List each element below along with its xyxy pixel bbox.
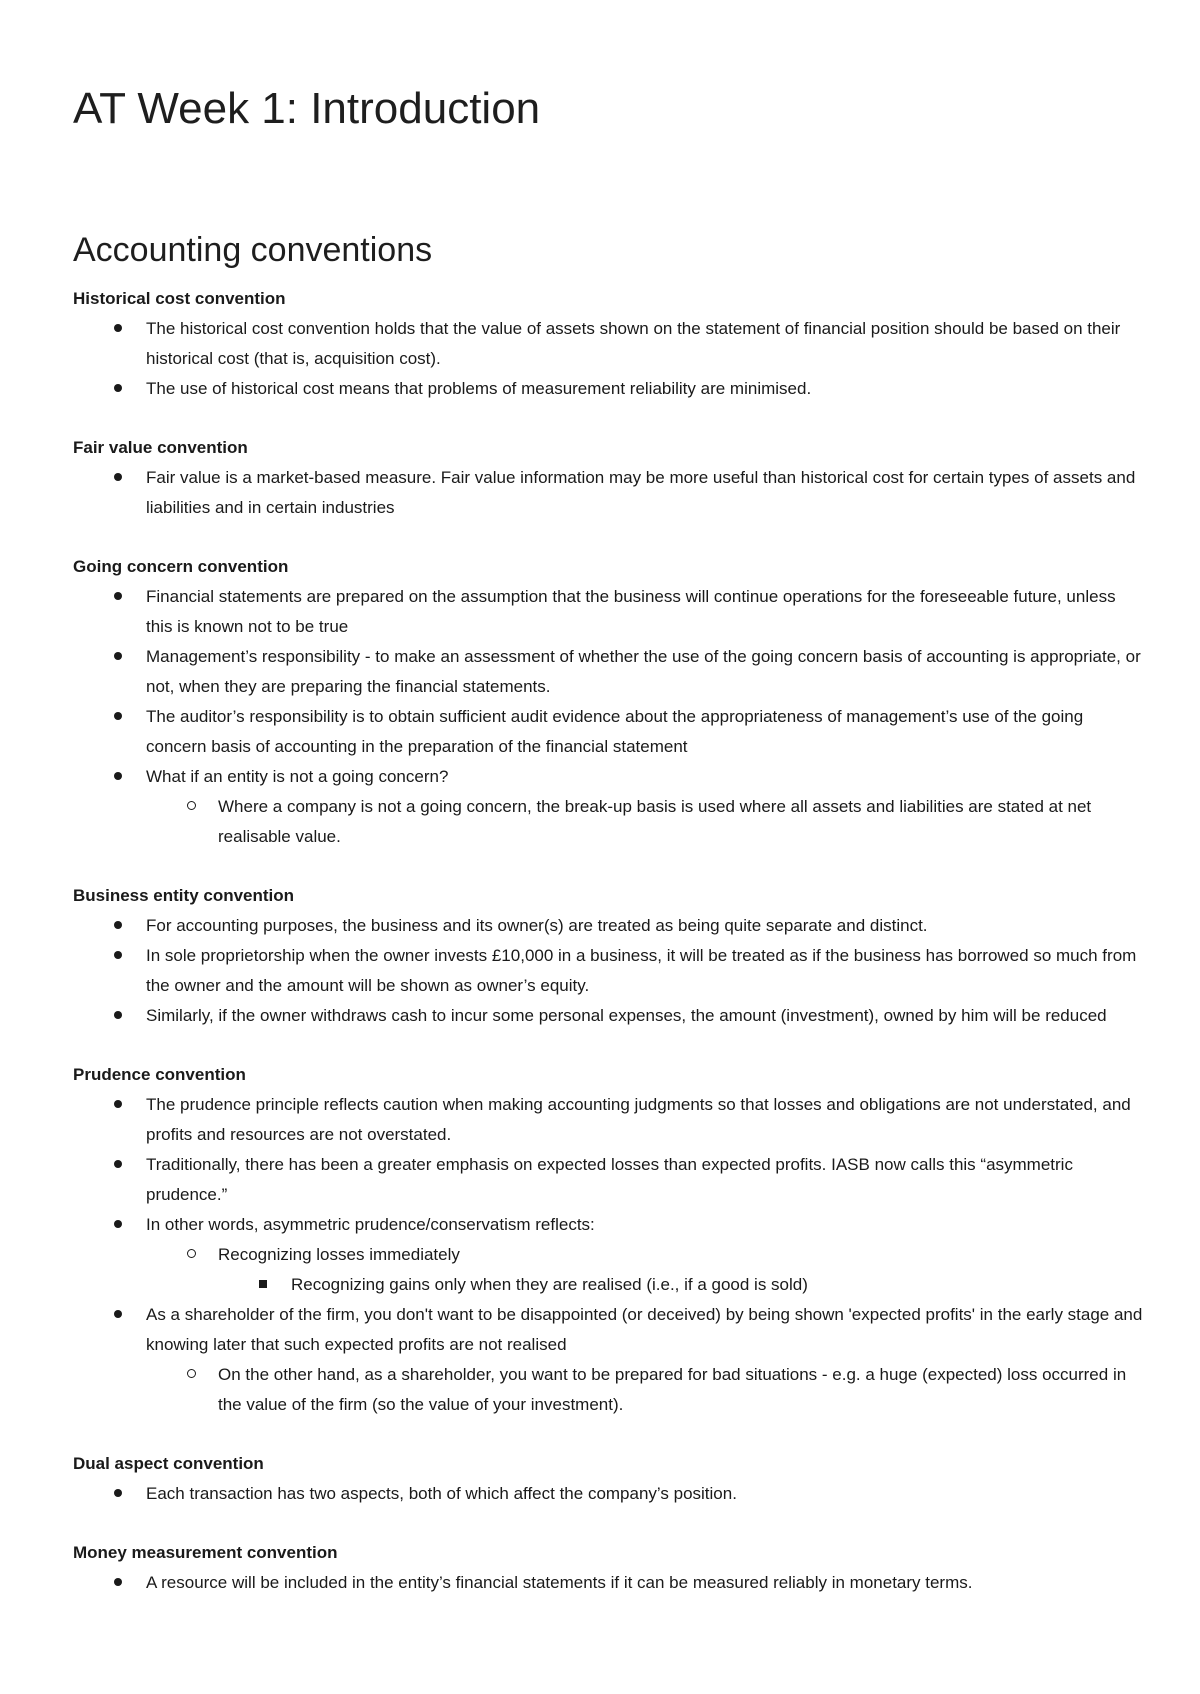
subsection-title: Going concern convention [73, 557, 289, 576]
bullet-dot-icon [108, 1210, 128, 1240]
list-item-text: Similarly, if the owner withdraws cash to incur some personal expenses, the amount (investment), owned by him will be reduced [146, 1006, 1107, 1025]
bullet-circle-icon [181, 1240, 201, 1270]
list-item-text: The use of historical cost means that problems of measurement reliability are minimised. [146, 379, 812, 398]
subsection-title: Business entity convention [73, 886, 295, 905]
subsection [73, 1060, 1143, 1420]
list-item-text: The historical cost convention holds that the value of assets shown on the statement of financial position should be based on their historical cost (that is, acquisition cost). [146, 319, 1121, 368]
list-item [73, 642, 1143, 702]
list-item-text: Traditionally, there has been a greater emphasis on expected losses than expected profits. IASB now calls this “asymmetric prudence.” [146, 1155, 1073, 1204]
list-item [73, 1360, 1143, 1420]
bullet-dot-icon [108, 374, 128, 404]
subsection-title: Dual aspect convention [73, 1454, 264, 1473]
list-item-text: Fair value is a market-based measure. Fair value information may be more useful than historical cost for certain types of assets and liabilities and in certain industries [146, 468, 1136, 517]
list-item-text: As a shareholder of the firm, you don't want to be disappointed (or deceived) by being shown 'expected profits' in the early stage and knowing later that such expected profits are not realised [146, 1305, 1143, 1354]
bullet-list [73, 911, 1143, 1031]
list-item-text: In other words, asymmetric prudence/conservatism reflects: [146, 1215, 595, 1234]
bullet-dot-icon [108, 642, 128, 672]
list-item-text: Recognizing losses immediately [218, 1245, 460, 1264]
list-item [73, 911, 1143, 941]
list-item [73, 702, 1143, 762]
list-item-text: Management’s responsibility - to make an assessment of whether the use of the going concern basis of accounting is appropriate, or not, when they are preparing the financial statements. [146, 647, 1141, 696]
bullet-list [73, 1568, 1143, 1598]
list-item [73, 792, 1143, 852]
bullet-dot-icon [108, 1001, 128, 1031]
bullet-list [73, 463, 1143, 523]
subsection [73, 1449, 1143, 1509]
bullet-circle-icon [181, 792, 201, 822]
subsection-title: Historical cost convention [73, 289, 286, 308]
subsection-title: Money measurement convention [73, 1543, 338, 1562]
list-item [73, 582, 1143, 642]
list-item [73, 1479, 1143, 1509]
bullet-list [73, 314, 1143, 404]
list-item [73, 1001, 1143, 1031]
list-item-text: Each transaction has two aspects, both of which affect the company’s position. [146, 1484, 737, 1503]
subsection-title: Prudence convention [73, 1065, 246, 1084]
section-title: Accounting conventions [73, 231, 433, 269]
subsection [73, 433, 1143, 523]
list-item [73, 1240, 1143, 1270]
subsection [73, 552, 1143, 852]
bullet-dot-icon [108, 1568, 128, 1598]
bullet-circle-icon [181, 1360, 201, 1390]
bullet-dot-icon [108, 1090, 128, 1120]
list-item-text: The prudence principle reflects caution when making accounting judgments so that losses and obligations are not understated, and profits and resources are not overstated. [146, 1095, 1131, 1144]
list-item-text: In sole proprietorship when the owner invests £10,000 in a business, it will be treated as if the business has borrowed so much from the owner and the amount will be shown as owner’s equity. [146, 946, 1137, 995]
list-item-text: The auditor’s responsibility is to obtain sufficient audit evidence about the appropriateness of management’s use of the going concern basis of accounting in the preparation of the financial statement [146, 707, 1084, 756]
bullet-dot-icon [108, 463, 128, 493]
list-item [73, 374, 1143, 404]
list-item [73, 941, 1143, 1001]
list-item [73, 1210, 1143, 1240]
list-item [73, 314, 1143, 374]
list-item [73, 1270, 1143, 1300]
bullet-dot-icon [108, 941, 128, 971]
list-item [73, 1568, 1143, 1598]
bullet-list [73, 1479, 1143, 1509]
bullet-dot-icon [108, 762, 128, 792]
list-item-text: Financial statements are prepared on the assumption that the business will continue operations for the foreseeable future, unless this is known not to be true [146, 587, 1116, 636]
bullet-list [73, 1090, 1143, 1420]
list-item [73, 1150, 1143, 1210]
list-item-text: Recognizing gains only when they are realised (i.e., if a good is sold) [291, 1275, 808, 1294]
bullet-dot-icon [108, 1300, 128, 1330]
subsection [73, 1538, 1143, 1598]
list-item [73, 463, 1143, 523]
subsection-title: Fair value convention [73, 438, 248, 457]
list-item-text: What if an entity is not a going concern? [146, 767, 449, 786]
list-item [73, 1090, 1143, 1150]
document-page [73, 80, 1143, 1598]
list-item-text: On the other hand, as a shareholder, you want to be prepared for bad situations - e.g. a huge (expected) loss occurred in the value of the firm (so the value of your investment). [218, 1365, 1127, 1414]
list-item-text: Where a company is not a going concern, the break-up basis is used where all assets and liabilities are stated at net realisable value. [218, 797, 1092, 846]
bullet-square-icon [253, 1270, 273, 1300]
bullet-dot-icon [108, 911, 128, 941]
bullet-dot-icon [108, 1150, 128, 1180]
list-item [73, 1300, 1143, 1360]
document-title: AT Week 1: Introduction [73, 84, 541, 133]
list-item-text: A resource will be included in the entity’s financial statements if it can be measured reliably in monetary terms. [146, 1573, 973, 1592]
subsections-container [73, 284, 1143, 1598]
bullet-dot-icon [108, 702, 128, 732]
bullet-dot-icon [108, 1479, 128, 1509]
list-item [73, 762, 1143, 792]
bullet-dot-icon [108, 582, 128, 612]
bullet-dot-icon [108, 314, 128, 344]
list-item-text: For accounting purposes, the business and its owner(s) are treated as being quite separate and distinct. [146, 916, 928, 935]
bullet-list [73, 582, 1143, 852]
subsection [73, 284, 1143, 404]
subsection [73, 881, 1143, 1031]
